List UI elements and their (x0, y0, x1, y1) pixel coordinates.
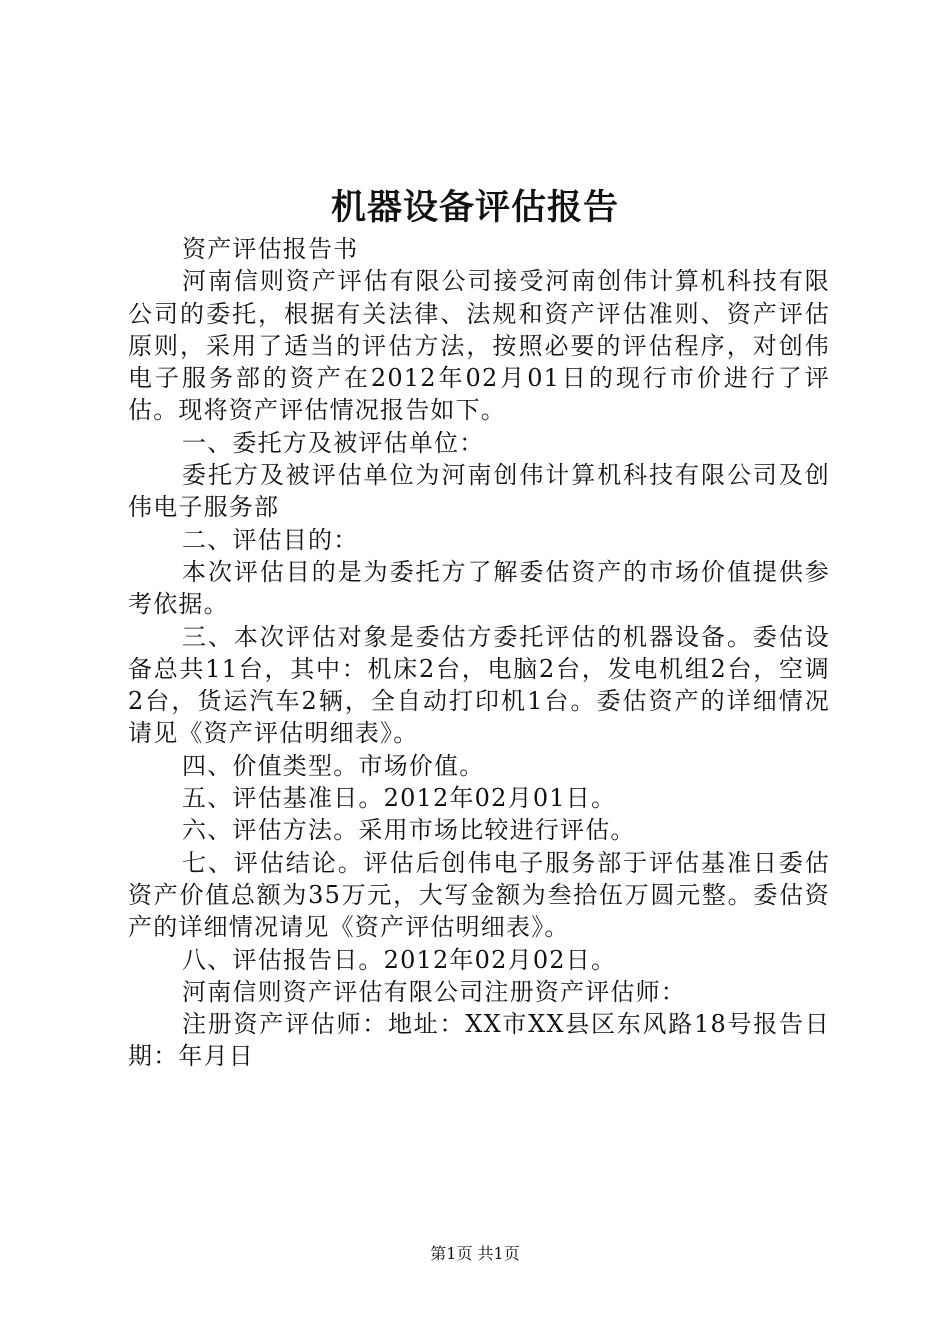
document-body (128, 233, 830, 1073)
paragraph-section-2-body: 本次评估目的是为委托方了解委估资产的市场价值提供参考依据。 (128, 557, 830, 619)
paragraph-section-8: 八、评估报告日。2012年02月02日。 (182, 945, 617, 974)
paragraph-section-1-body: 委托方及被评估单位为河南创伟计算机科技有限公司及创伟电子服务部 (128, 461, 830, 522)
paragraph-signature-company: 河南信则资产评估有限公司注册资产评估师： (182, 977, 686, 1006)
paragraph-section-7: 七、评估结论。评估后创伟电子服务部于评估基准日委估资产价值总额为35万元，大写金额为叁拾伍万圆元整。委估资产的详细情况请见《资产评估明细表》。 (128, 848, 830, 942)
paragraph-section-3: 三、本次评估对象是委估方委托评估的机器设备。委估设备总共11台，其中：机床2台，电脑2台，发电机组2台，空调2台，货运汽车2辆，全自动打印机1台。委估资产的详细情况请见《资产评估明细表》。 (128, 622, 830, 748)
paragraph-report-heading: 资产评估报告书 (182, 235, 359, 263)
paragraph-intro: 河南信则资产评估有限公司接受河南创伟计算机科技有限公司的委托，根据有关法律、法规和资产评估准则、资产评估原则，采用了适当的评估方法，按照必要的评估程序，对创伟电子服务部的资产在2012年02月01日的现行市价进行了评估。现将资产评估情况报告如下。 (128, 267, 830, 425)
paragraph-section-5: 五、评估基准日。2012年02月01日。 (182, 784, 617, 813)
document-title: 机器设备评估报告 (330, 187, 619, 228)
paragraph-section-1-heading: 一、委托方及被评估单位： (182, 428, 485, 457)
paragraph-section-2-heading: 二、评估目的： (182, 525, 359, 554)
paragraph-section-4: 四、价值类型。市场价值。 (182, 751, 485, 780)
page-footer: 第1页 共1页 (430, 1244, 520, 1263)
paragraph-signature-address: 注册资产评估师：地址：XX市XX县区东风路18号报告日期：年月日 (128, 1010, 830, 1071)
paragraph-section-6: 六、评估方法。采用市场比较进行评估。 (182, 816, 636, 845)
